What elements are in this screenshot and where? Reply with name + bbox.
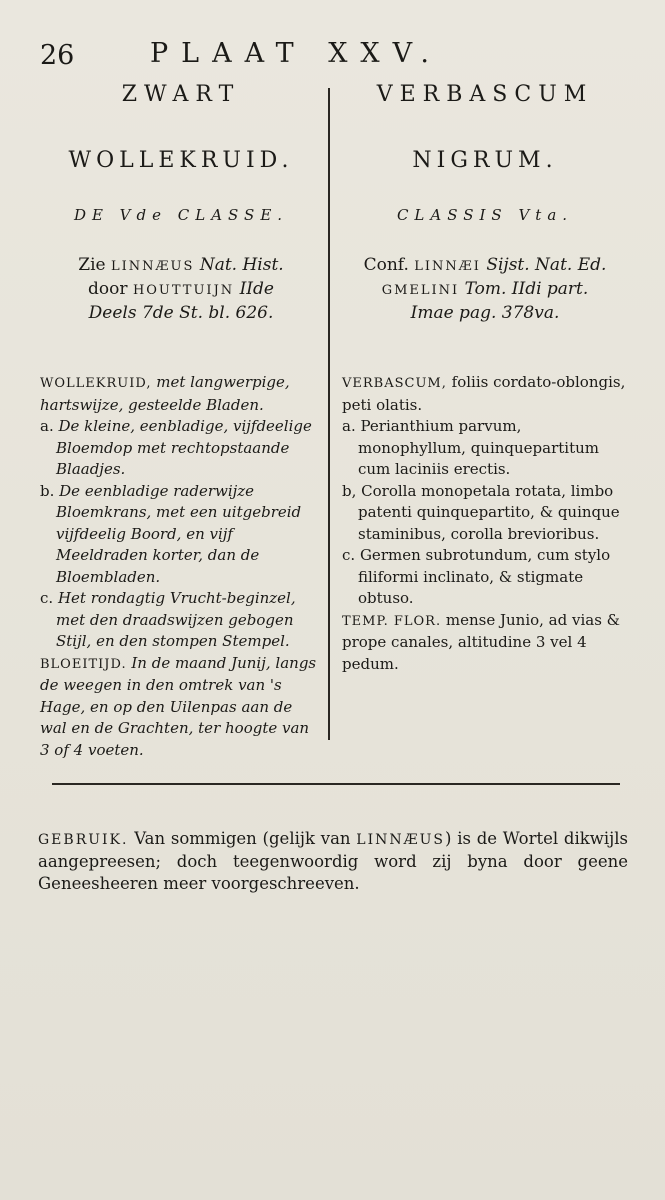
latin-name-line2: NIGRUM.	[412, 148, 558, 173]
dutch-flowering	[40, 653, 322, 762]
latin-item-c-letter: c.	[342, 546, 356, 564]
dutch-flowering-sc: BLOEITIJD.	[40, 656, 127, 672]
latin-description	[342, 372, 628, 675]
dutch-description	[40, 372, 322, 761]
latin-desc-title-rest: foliis cordato-oblongis, peti olatis.	[342, 373, 626, 414]
ref-imae: Imae pag. 378va.	[410, 303, 560, 323]
ref-syst: Sijst. Nat. Ed.	[486, 255, 607, 275]
dutch-desc-title-rest: met langwerpige, hartswijze, gesteelde Bladen.	[40, 373, 290, 414]
dutch-reference	[40, 254, 322, 324]
dutch-item-c-letter: c.	[40, 589, 54, 607]
latin-item-c-text: Germen subrotundum, cum stylo filiformi inclinato, & stigmate obtuso.	[358, 546, 611, 607]
ref-gmelini: GMELINI	[381, 283, 460, 298]
latin-item-a	[342, 416, 628, 481]
page-header	[0, 36, 665, 76]
horizontal-rule	[52, 783, 620, 785]
latin-desc-title	[342, 372, 628, 416]
dutch-item-b-text: De eenbladige raderwijze Bloemkrans, met een uitgebreid vijfdeelig Boord, en vijf Meeldraden korter, dan de Bloembladen.	[56, 481, 302, 586]
latin-name-line1: VERBASCUM	[376, 82, 594, 107]
ref-deels: Deels 7de St. bl. 626.	[88, 303, 274, 323]
latin-class-heading: CLASSIS Vta.	[396, 206, 574, 224]
dutch-column	[40, 82, 322, 761]
dutch-desc-title-sc: WOLLEKRUID,	[40, 376, 152, 391]
latin-item-c	[342, 545, 628, 610]
latin-flowering-sc: TEMP. FLOR.	[342, 613, 442, 629]
page-number: 26	[40, 40, 75, 71]
latin-desc-title-sc: VERBASCUM,	[342, 376, 447, 391]
dutch-item-b	[40, 481, 322, 589]
usage-text-1: Van sommigen (gelijk van	[134, 829, 351, 848]
latin-item-b-text: Corolla monopetala rotata, limbo patenti quinquepartito, & quinque staminibus, corolla brevioribus.	[358, 481, 620, 543]
ref-deel: IIde	[239, 279, 274, 299]
latin-item-b-letter: b,	[342, 481, 357, 500]
usage-linnaeus: LINNÆUS	[356, 832, 446, 848]
usage-label: GEBRUIK.	[38, 832, 129, 848]
dutch-item-a-letter: a.	[40, 417, 54, 435]
ref-linnaei: LINNÆI	[414, 259, 481, 274]
latin-item-b	[342, 481, 628, 546]
dutch-flowering-text: In de maand Junij, langs de weegen in den omtrek van 's Hage, en op den Uilenpas aan de wal en de Grachten, ter hoogte van 3 of 4 voeten.	[40, 653, 317, 759]
ref-conf: Conf.	[363, 255, 409, 275]
latin-reference	[342, 254, 628, 324]
dutch-item-a	[40, 416, 322, 481]
ref-nat-hist: Nat. Hist.	[199, 255, 284, 275]
dutch-item-b-letter: b.	[40, 481, 55, 500]
column-divider	[328, 88, 330, 740]
dutch-class-heading: DE Vde CLASSE.	[73, 206, 289, 224]
plate-title: PLAAT XXV.	[150, 38, 443, 69]
dutch-item-c	[40, 588, 322, 653]
latin-item-a-text: Perianthium parvum, monophyllum, quinquepartitum cum laciniis erectis.	[358, 417, 600, 478]
ref-zie: Zie	[78, 255, 106, 275]
ref-tom: Tom. IIdi part.	[464, 279, 589, 299]
usage-text-2: ) is de Wortel dikwijls aangepreesen; doch teegenwoordig word zij byna door geene Geneesheeren meer voorgeschreeven.	[38, 829, 628, 893]
dutch-item-a-text: De kleine, eenbladige, vijfdeelige Bloemdop met rechtopstaande Blaadjes.	[56, 417, 312, 478]
ref-houttuijn: HOUTTUIJN	[132, 283, 235, 298]
dutch-desc-title	[40, 372, 322, 416]
latin-flowering-text: mense Junio, ad vias & prope canales, altitudine 3 vel 4 pedum.	[342, 610, 621, 673]
dutch-name-line2: WOLLEKRUID.	[68, 148, 294, 173]
latin-item-a-letter: a.	[342, 417, 356, 435]
latin-flowering	[342, 610, 628, 676]
ref-door: door	[88, 279, 128, 299]
ref-linnaeus: LINNÆUS	[111, 259, 195, 274]
dutch-name-line1: ZWART	[121, 82, 241, 107]
dutch-item-c-text: Het rondagtig Vrucht-beginzel, met den draadswijzen gebogen Stijl, en den stompen Stempel.	[56, 589, 296, 650]
usage-paragraph	[38, 828, 628, 895]
latin-column	[342, 82, 628, 675]
